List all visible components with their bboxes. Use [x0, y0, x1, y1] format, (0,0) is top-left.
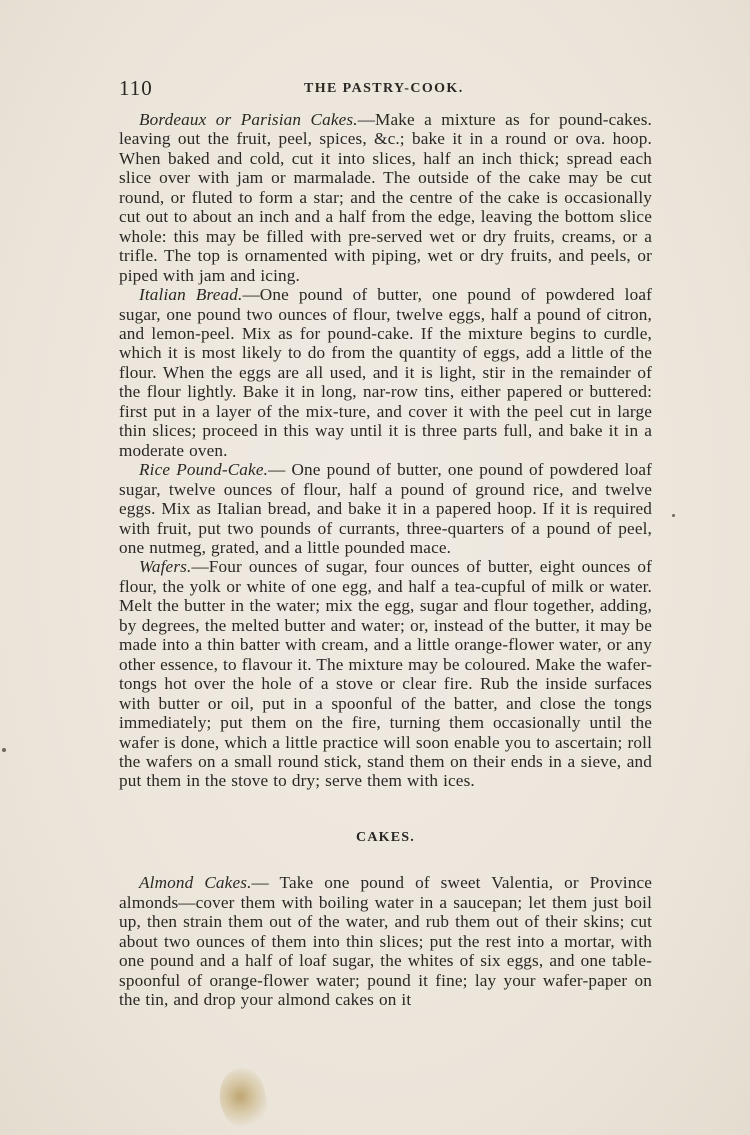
- recipe-italian-bread: [119, 285, 652, 460]
- section-heading: CAKES.: [356, 829, 415, 845]
- recipe-text: —Four ounces of sugar, four ounces of butter, eight ounces of flour, the yolk or white of one egg, and half a tea-cupful of milk or water. Melt the butter in the water; mix the egg, sugar and flour together, adding, by degrees, the melted butter and water; or, instead of the butter, it may be made into a thin batter with cream, and a little orange-flower water, or any other essence, to flavour it. The mixture may be coloured. Make the wafer-tongs hot over the hole of a stove or clear fire. Rub the inside surfaces with butter or oil, put in a spoonful of the batter, and close the tongs immediately; put them on the fire, turning them occasionally until the wafer is done, which a little practice will soon enable you to ascertain; roll the wafers on a small round stick, stand them on their ends in a sieve, and put them in the stove to dry; serve them with ices.: [119, 557, 652, 791]
- recipe-almond-cakes: [119, 873, 652, 1009]
- recipe-text: — Take one pound of sweet Valentia, or Province almonds—cover them with boiling water in a saucepan; let them just boil up, then strain them out of the water, and rub them out of their skins; cut about two ounces of them into thin slices; put the rest into a mortar, with one pound and a half of loaf sugar, the whites of six eggs, and one table-spoonful of orange-flower water; pound it fine; lay your wafer-paper on the tin, and drop your almond cakes on it: [119, 873, 652, 1010]
- recipe-title: Bordeaux or Parisian Cakes.: [139, 110, 358, 129]
- page-number: 110: [119, 76, 153, 100]
- recipe-text: — One pound of butter, one pound of powdered loaf sugar, twelve ounces of flour, half a pound of ground rice, and twelve eggs. Mix as Italian bread, and bake it in a papered hoop. If it is required with fruit, put two pounds of currants, three-quarters of a pound of peel, one nutmeg, grated, and a little pounded mace.: [119, 460, 653, 557]
- margin-speck: [2, 748, 6, 752]
- recipe-text: —One pound of butter, one pound of powdered loaf sugar, one pound two ounces of flour, twelve eggs, half a pound of citron, and lemon-peel. Mix as for pound-cake. If the mixture begins to curdle, which it is most likely to do from the quantity of eggs, add a little of the flour. When the eggs are all used, and it is light, stir in the remainder of the flour lightly. Bake it in long, nar-row tins, either papered or buttered: first put in a layer of the mix-ture, and cover it with the peel cut in large thin slices; proceed in this way until it is three parts full, and bake it in a moderate oven.: [119, 285, 652, 460]
- recipe-title: Almond Cakes.: [139, 873, 252, 893]
- recipe-wafers: [119, 557, 652, 790]
- paper-stain: [215, 1064, 271, 1133]
- page-header: [119, 76, 652, 106]
- recipe-text: —Make a mixture as for pound-cakes. leaving out the fruit, peel, spices, &c.; bake it in a round or ova. hoop. When baked and cold, cut it into slices, half an inch thick; spread each slice over with jam or marmalade. The outside of the cake may be cut round, or fluted to form a star; and the centre of the cake is occasionally cut out to about an inch and a half from the edge, leaving the bottom slice whole: this may be filled with pre-served wet or dry fruits, creams, or a trifle. The top is ornamented with piping, wet or dry fruits, and peels, or piped with jam and icing.: [119, 110, 652, 285]
- recipe-title: Wafers.: [139, 557, 192, 577]
- recipe-rice-pound-cake: [119, 460, 652, 557]
- running-head: THE PASTRY-COOK.: [304, 81, 464, 96]
- page-content: [119, 110, 652, 1009]
- margin-speck: [672, 514, 675, 517]
- recipe-title: Italian Bread.: [139, 285, 243, 305]
- recipe-title: Rice Pound-Cake.: [139, 460, 269, 480]
- recipe-bordeaux-cakes: [119, 110, 652, 285]
